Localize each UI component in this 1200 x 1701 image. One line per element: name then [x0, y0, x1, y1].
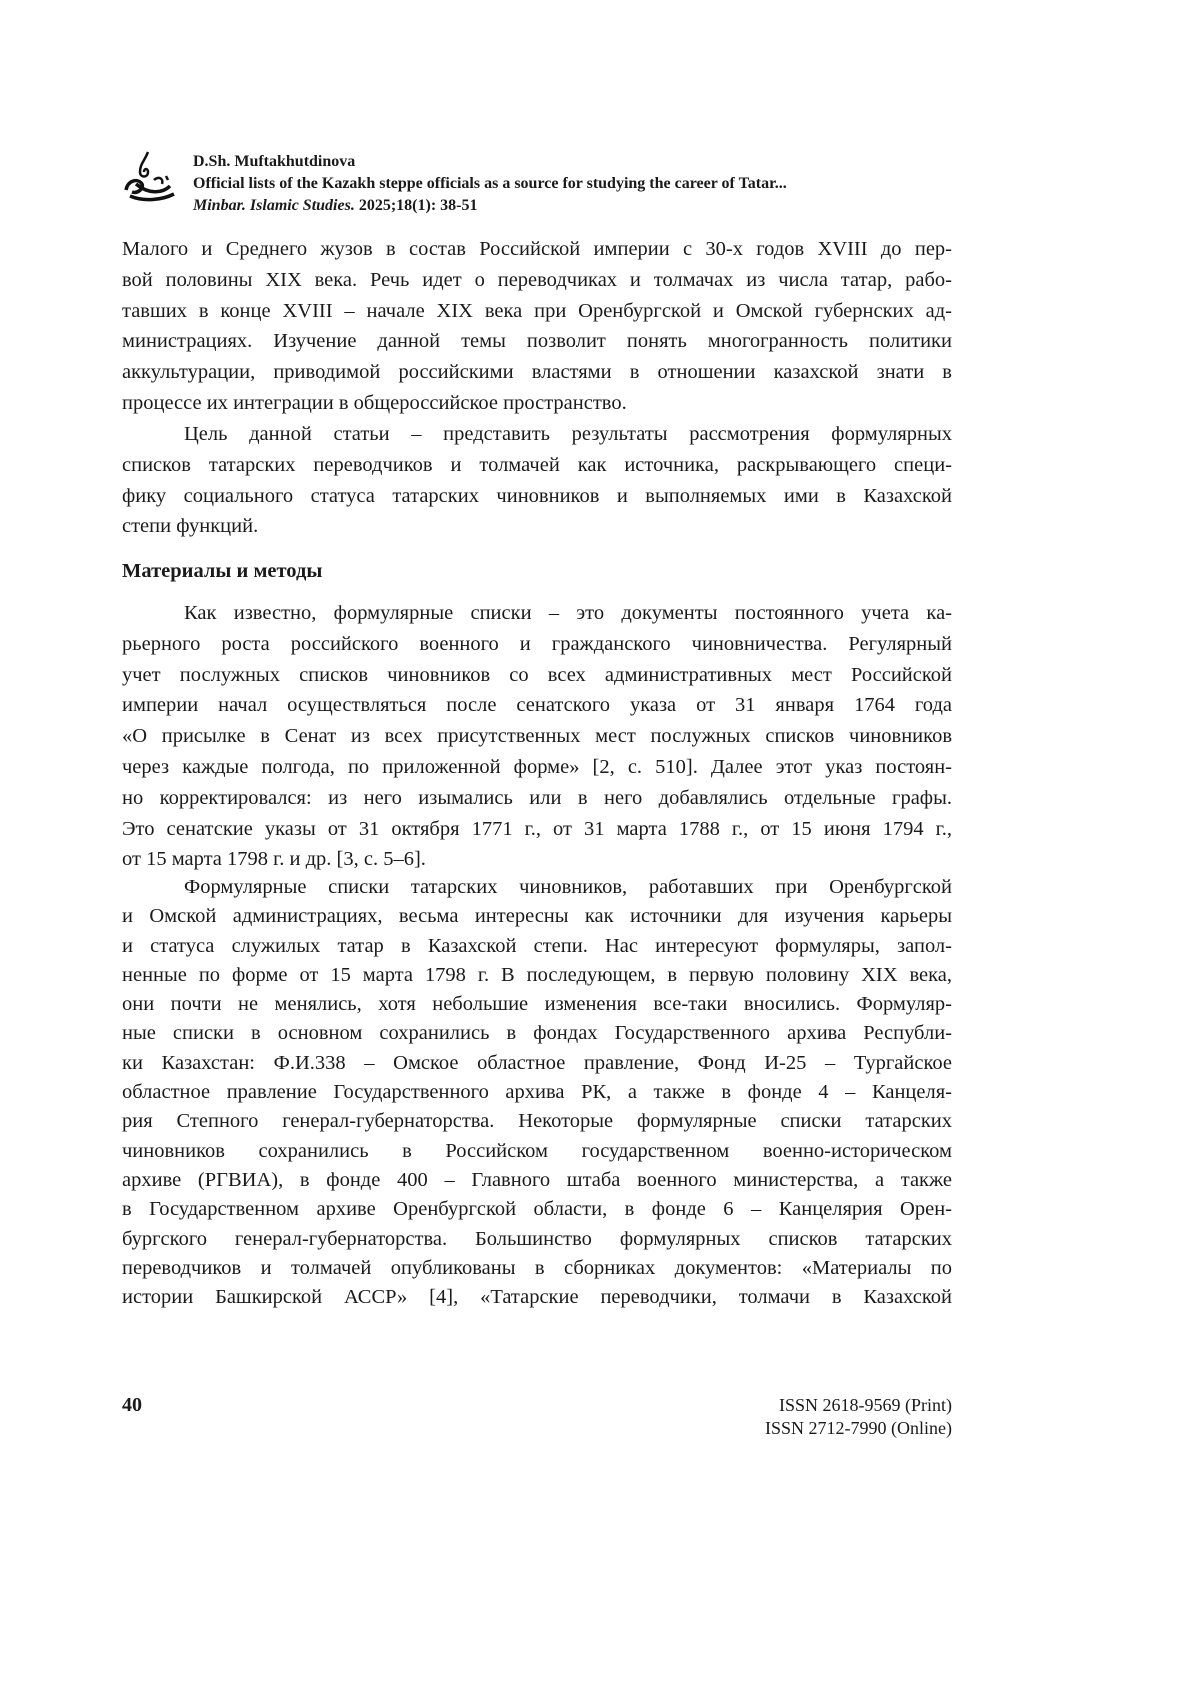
issn-block — [765, 1394, 952, 1440]
text-line: через каждые полгода, по приложенной форме» [2, с. 510]. Далее этот указ постоян- — [122, 755, 952, 778]
text-line: Цель данной статьи – представить результаты рассмотрения формулярных — [184, 423, 952, 445]
text-line: империи начал осуществляться после сенатского указа от 31 января 1764 года — [122, 694, 952, 717]
paragraph-4 — [122, 873, 952, 1312]
text-line: процессе их интеграции в общероссийское пространство. — [122, 391, 627, 414]
text-line: степи функций. — [122, 515, 259, 538]
section-heading: Материалы и методы — [122, 560, 323, 582]
text-line: бургского генерал-губернаторства. Большинство формулярных списков татарских — [122, 1227, 952, 1250]
text-line: учет послужных списков чиновников со всех административных мест Российской — [122, 663, 952, 686]
text-line: ненные по форме от 15 марта 1798 г. В последующем, в первую половину XIX века, — [122, 963, 952, 986]
text-line: Формулярные списки татарских чиновников, работавших при Оренбургской — [184, 876, 952, 898]
paragraph-1 — [122, 234, 952, 419]
header-citation — [193, 195, 787, 217]
text-line: от 15 марта 1798 г. и др. [3, с. 5–6]. — [122, 848, 426, 871]
text-line: они почти не менялись, хотя небольшие изменения все-таки вносились. Формуляр- — [122, 993, 952, 1016]
citation-details: 2025;18(1): 38-51 — [354, 197, 478, 214]
text-line: рьерного роста российского военного и гражданского чиновничества. Регулярный — [122, 632, 952, 655]
text-line: областное правление Государственного архива РК, а также в фонде 4 – Канцеля- — [122, 1081, 952, 1104]
text-line: но корректировался: из него изымались или в него добавлялись отдельные графы. — [122, 786, 952, 809]
text-line: архиве (РГВИА), в фонде 400 – Главного штаба военного министерства, а также — [122, 1168, 952, 1191]
text-line: ные списки в основном сохранились в фондах Государственного архива Республи- — [122, 1022, 952, 1045]
text-line: тавших в конце XVIII – начале XIX века при Оренбургской и Омской губернских ад- — [122, 299, 952, 322]
paragraph-2 — [122, 419, 952, 542]
text-line: вой половины XIX века. Речь идет о переводчиках и толмачах из числа татар, рабо- — [122, 268, 952, 291]
paragraph-3 — [122, 598, 952, 875]
text-line: списков татарских переводчиков и толмачей как источника, раскрывающего специ- — [122, 453, 952, 476]
text-line: министрациях. Изучение данной темы позволит понять многогранность политики — [122, 330, 952, 353]
text-line: ки Казахстан: Ф.И.338 – Омское областное правление, Фонд И-25 – Тургайское — [122, 1051, 952, 1074]
text-line: фику социального статуса татарских чиновников и выполняемых ими в Казахской — [122, 484, 952, 507]
issn-print: ISSN 2618-9569 (Print) — [778, 1395, 952, 1415]
text-line: Это сенатские указы от 31 октября 1771 г., от 31 марта 1788 г., от 15 июня 1794 г., — [122, 817, 952, 840]
journal-name: Minbar. Islamic Studies. — [193, 197, 355, 214]
issn-online: ISSN 2712-7990 (Online) — [765, 1418, 952, 1438]
text-line: «О присылке в Сенат из всех присутственных мест послужных списков чиновников — [122, 725, 952, 748]
text-line: Малого и Среднего жузов в состав Российской империи с 30-х годов XVIII до пер- — [122, 238, 952, 260]
text-line: рия Степного генерал-губернаторства. Некоторые формулярные списки татарских — [122, 1110, 952, 1133]
text-line: аккультурации, приводимой российскими властями в отношении казахской знати в — [122, 361, 952, 384]
page-number: 40 — [122, 1394, 142, 1416]
text-line: чиновников сохранились в Российском государственном военно-историческом — [122, 1139, 952, 1162]
text-line: и статуса служилых татар в Казахской степи. Нас интересуют формуляры, запол- — [122, 934, 952, 957]
text-line: переводчиков и толмачей опубликованы в сборниках документов: «Материалы по — [122, 1256, 952, 1279]
text-line: истории Башкирской АССР» [4], «Татарские переводчики, толмачи в Казахской — [122, 1286, 952, 1309]
header-author: D.Sh. Muftakhutdinova — [193, 153, 356, 170]
header-title: Official lists of the Kazakh steppe officials as a source for studying the career of Tatar... — [193, 175, 787, 192]
running-header — [193, 151, 787, 217]
text-line: и Омской администрациях, весьма интересны как источники для изучения карьеры — [122, 905, 952, 928]
text-line: Как известно, формулярные списки – это документы постоянного учета ка- — [184, 602, 952, 624]
text-line: в Государственном архиве Оренбургской области, в фонде 6 – Канцелярия Орен- — [122, 1198, 952, 1221]
journal-logo-icon — [118, 150, 178, 206]
